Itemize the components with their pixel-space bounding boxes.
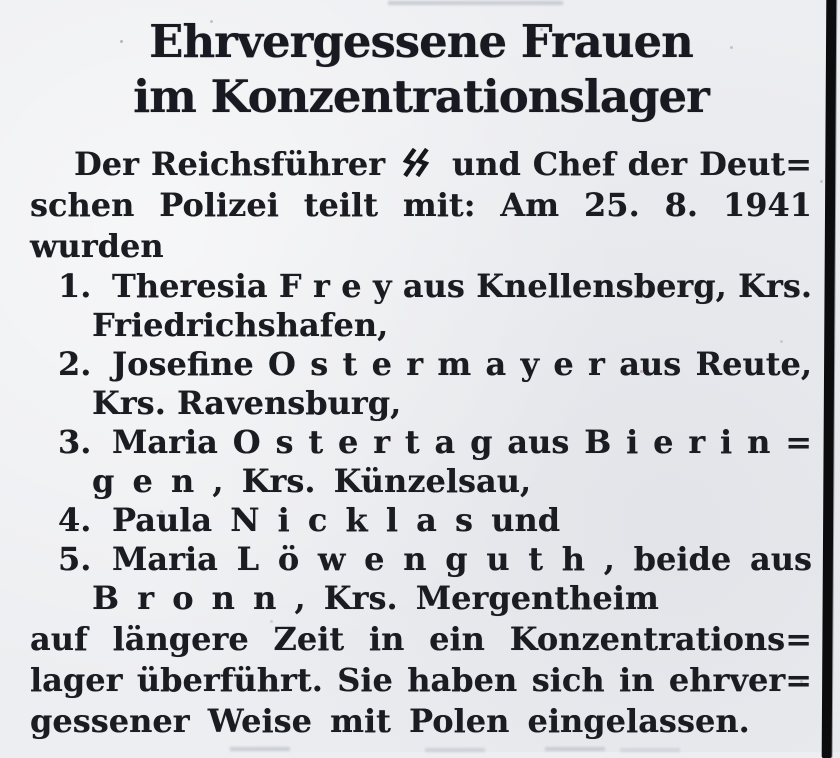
closing-paragraph — [30, 619, 812, 742]
intro-paragraph — [30, 144, 812, 267]
intro-line-2: schen Polizei teilt mit: Am 25. 8. 1941 — [30, 186, 812, 224]
deportee-list — [30, 267, 812, 618]
intro-line-1 — [30, 144, 812, 185]
ss-runes-icon — [403, 148, 434, 177]
list-item-1-continuation: Friedrichshafen, — [92, 306, 389, 344]
intro-line-1-before: Der Reichsführer — [74, 145, 386, 183]
headline-line-2: im Konzentrationslager — [133, 70, 709, 123]
list-item-2-continuation: Krs. Ravensburg, — [92, 384, 402, 422]
newspaper-article — [30, 14, 812, 742]
list-item-number: 1. — [58, 267, 92, 305]
list-item-3 — [30, 423, 812, 462]
list-item-5 — [30, 540, 812, 579]
list-item-number: 3. — [58, 423, 92, 461]
scan-artifact-bottom — [230, 747, 290, 751]
article-headline — [30, 14, 812, 124]
list-item-4 — [30, 501, 812, 540]
list-item-3-continuation: g e n , Krs. Künzelsau, — [92, 462, 532, 500]
scan-artifact-top — [388, 1, 563, 5]
intro-line-3: wurden — [30, 227, 164, 265]
list-item-number: 2. — [58, 345, 92, 383]
list-item-text: Theresia F r e y aus Knellensberg, Krs. — [112, 267, 812, 305]
list-item-text: Maria O s t e r t a g aus B i e r i n = — [112, 423, 812, 461]
list-item-2 — [30, 345, 812, 384]
list-item-text: Maria L ö w e n g u t h , beide aus — [112, 540, 812, 578]
closing-line-1: auf längere Zeit in ein Konzentrations= — [30, 620, 812, 658]
list-item-number: 5. — [58, 540, 92, 578]
list-item-text: Paula N i c k l a s und — [112, 501, 561, 539]
intro-line-1-after: und Chef der Deut= — [451, 145, 813, 183]
list-item-number: 4. — [58, 501, 92, 539]
column-rule — [822, 0, 837, 758]
closing-line-3: gessener Weise mit Polen eingelassen. — [30, 702, 750, 740]
list-item-5-continuation: B r o n n , Krs. Mergentheim — [92, 579, 659, 617]
list-item-text: Josefine O s t e r m a y e r aus Reute, — [112, 345, 812, 383]
closing-line-2: lager überführt. Sie haben sich in ehrver= — [30, 661, 812, 699]
headline-line-1: Ehrvergessene Frauen — [149, 15, 693, 68]
list-item-1 — [30, 267, 812, 306]
